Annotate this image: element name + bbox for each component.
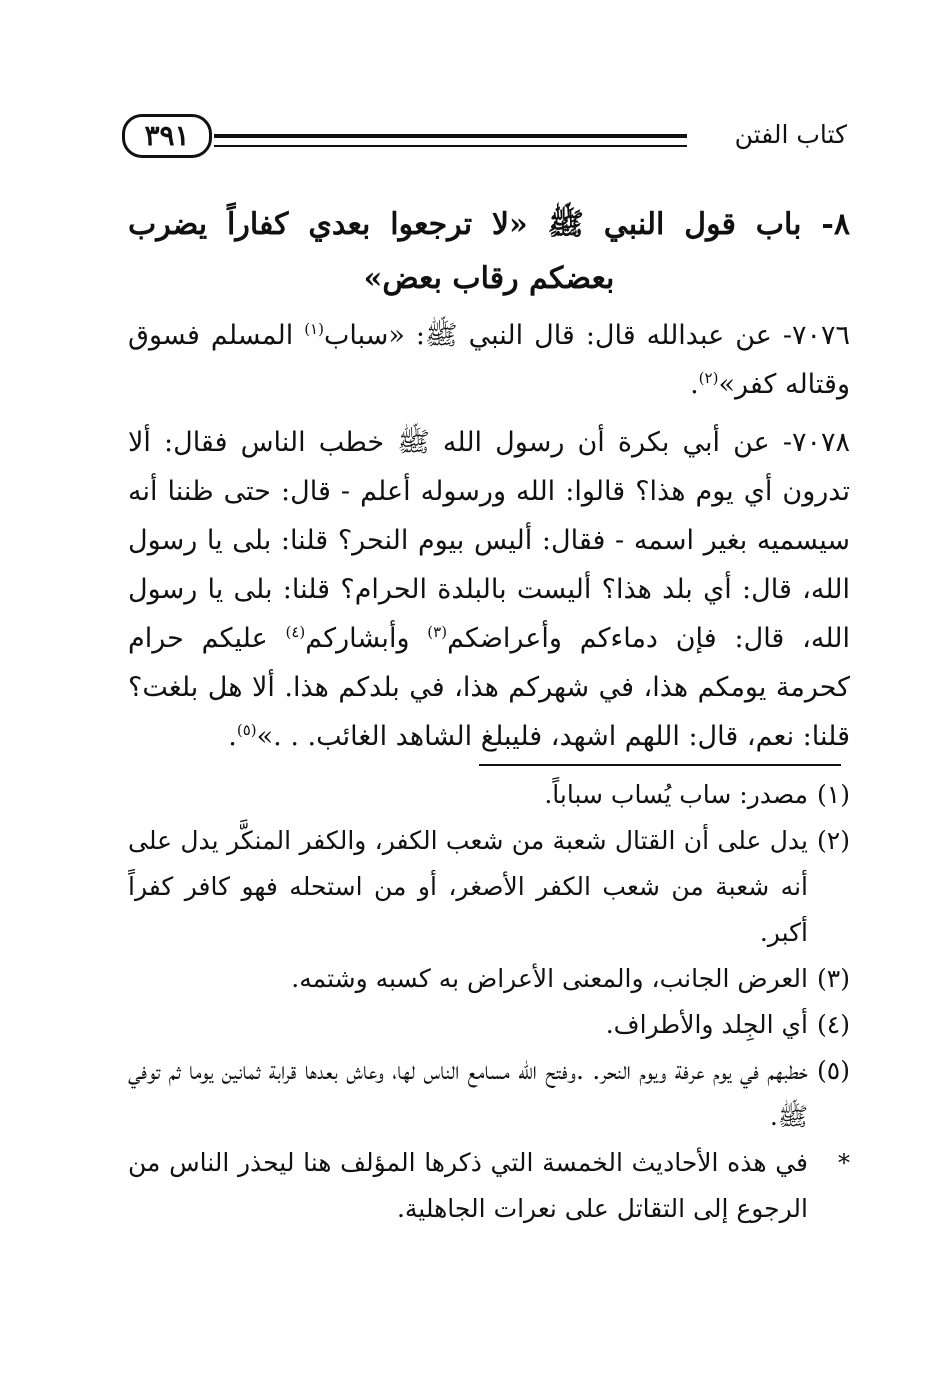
footnote-text: العرض الجانب، والمعنى الأعراض به كسبه وشتمه. xyxy=(291,964,808,993)
footnote-marker: (٣) xyxy=(817,964,850,993)
hadith-7078 xyxy=(128,418,850,761)
footnote-item xyxy=(128,1048,850,1140)
hadith-text: ٧٠٧٨- عن أبي بكرة أن رسول الله ﷺ خطب الناس فقال: ألا تدرون أي يوم هذا؟ قالوا: الله ورسوله أعلم - قال: حتى ظننا أنه سيسميه بغير اسمه - فقال: أليس بيوم النحر؟ قلنا: بلى يا رسول الله، قال: أي بلد هذا؟ أليست بالبلدة الحرام؟ قلنا: بلى يا رسول الله، قال: فإن دماءكم وأعراضكم xyxy=(128,427,850,654)
footnote-ref: (٢) xyxy=(698,369,719,387)
footnote-item xyxy=(128,956,850,1002)
page-header xyxy=(122,112,847,160)
footnote-ref: (٣) xyxy=(427,623,448,641)
running-title: كتاب الفتن xyxy=(734,120,847,149)
footnote-item xyxy=(128,818,850,956)
footnote-item xyxy=(128,772,850,818)
chapter-heading: ٨- باب قول النبي ﷺ «لا ترجعوا بعدي كفاراً يضرب بعضكم رقاب بعض» xyxy=(128,207,850,296)
footnote-marker: (٢) xyxy=(817,826,850,855)
hadith-7076 xyxy=(128,311,850,409)
footnote-text: أي الجِلد والأطراف. xyxy=(605,1010,808,1039)
hadith-text: . xyxy=(690,369,699,400)
footnote-text: خطبهم في يوم عرفة ويوم النحر. .وفتح الله مسامع الناس لها، وعاش بعدها قرابة ثمانين يوما ثم توفي ﷺ. xyxy=(128,1056,808,1131)
footnote-text: مصدر: ساب يُساب سباباً. xyxy=(544,780,808,809)
footnote-text: في هذه الأحاديث الخمسة التي ذكرها المؤلف هنا ليحذر الناس من الرجوع إلى التقاتل على نعرات الجاهلية. xyxy=(128,1148,808,1223)
hadith-text: وأبشاركم xyxy=(305,623,428,654)
hadith-text: عليكم حرام كحرمة يومكم هذا، في شهركم هذا، في بلدكم هذا. ألا هل بلغت؟ قلنا: نعم، قال: اللهم اشهد، فليبلغ الشاهد الغائب. . .» xyxy=(128,623,850,752)
footnote-separator xyxy=(479,764,841,766)
page-number: ٣٩١ xyxy=(122,114,212,158)
footnote-marker: (٥) xyxy=(817,1056,850,1085)
hadith-text: المسلم فسوق وقتاله كفر» xyxy=(128,320,850,400)
footnote-marker: * xyxy=(838,1149,850,1177)
hadith-text: ٧٠٧٦- عن عبدالله قال: قال النبي ﷺ: «سباب xyxy=(323,320,850,351)
footnote-item xyxy=(128,1002,850,1048)
footnote-marker: (١) xyxy=(817,780,850,809)
footnote-ref: (١) xyxy=(304,320,324,338)
footnote-text: يدل على أن القتال شعبة من شعب الكفر، والكفر المنكَّر يدل على أنه شعبة من شعب الكفر الأصغر، أو من استحله فهو كافر كفراً أكبر. xyxy=(128,826,808,947)
footnote-marker: (٤) xyxy=(817,1010,850,1039)
footnote-ref: (٤) xyxy=(285,623,306,641)
footnotes xyxy=(128,772,850,1232)
footnote-item xyxy=(128,1140,850,1232)
footnote-ref: (٥) xyxy=(236,721,257,739)
header-rule xyxy=(214,134,687,147)
hadith-text: . xyxy=(228,721,237,752)
